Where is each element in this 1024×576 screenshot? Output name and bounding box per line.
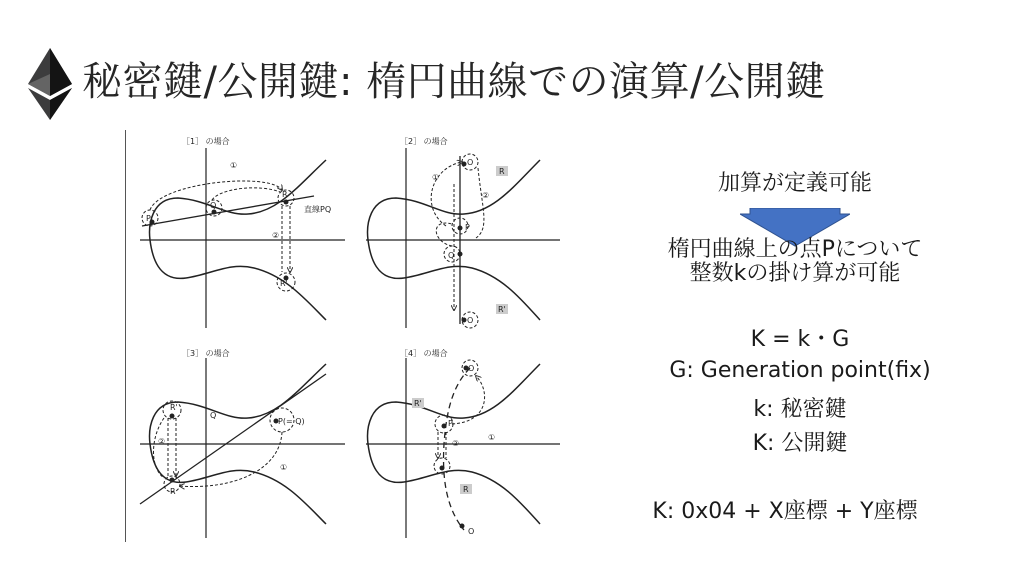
panel-2-point-q: Q (448, 251, 455, 260)
panel-2-label: ［2］ の場合 (400, 137, 448, 146)
panel-4-label: ［4］ の場合 (400, 349, 448, 358)
panel-1-point-p: P (146, 214, 151, 223)
panel-2-step1: ① (432, 173, 440, 182)
elliptic-curve-figure (130, 128, 570, 544)
slide-title: 秘密鍵/公開鍵: 楕円曲線での演算/公開鍵 (82, 59, 826, 105)
g-definition: G: Generation point(fix) (669, 358, 931, 383)
scalar-mult-line2: 整数kの掛け算が可能 (689, 261, 901, 286)
panel-3-label: ［3］ の場合 (182, 349, 230, 358)
panel-3-point-pq: P(= Q) (278, 417, 305, 426)
panel-1-point-rprime: R' (280, 279, 288, 288)
panel-3-step1: ① (280, 463, 288, 472)
k-definition: k: 秘密鍵 (753, 397, 847, 422)
panel-1-step1: ① (230, 161, 238, 170)
panel-2 (366, 148, 560, 328)
panel-3-point-rprime: R' (170, 403, 178, 412)
divider-line (125, 130, 126, 542)
panel-4-step1: ① (488, 433, 496, 442)
panel-2-point-o-bottom: O (467, 316, 474, 325)
panel-2-point-rprime: R' (498, 305, 506, 314)
panel-3 (140, 358, 345, 538)
formula-text: K = k・G (750, 327, 850, 352)
panel-4-step2: ② (452, 439, 460, 448)
panel-4-point-p: P (448, 419, 453, 428)
panel-1-label: ［1］ の場合 (182, 137, 230, 146)
panel-3-point-q: Q (210, 411, 217, 420)
panel-1-point-q: Q (210, 201, 217, 210)
panel-1-point-r: R (282, 190, 288, 199)
panel-2-point-p: P (465, 223, 470, 232)
panel-3-step2: ② (158, 437, 166, 446)
panel-4-point-rprime: R' (414, 399, 422, 408)
scalar-mult-line1: 楕円曲線上の点Pについて (667, 237, 923, 262)
panel-1-step2: ② (272, 231, 280, 240)
panel-3-point-r: R (170, 487, 176, 496)
panel-4-point-r: R (463, 485, 469, 494)
panel-1 (140, 148, 345, 328)
panel-2-point-o-top: O (467, 158, 474, 167)
pubkey-format-text: K: 0x04 + X座標 + Y座標 (652, 499, 918, 524)
ethereum-logo-icon (28, 48, 72, 120)
panel-4-point-o-bottom: O (468, 527, 475, 536)
K-definition: K: 公開鍵 (752, 431, 848, 456)
panel-2-step2: ② (482, 191, 490, 200)
panel-2-point-r: R (499, 167, 505, 176)
addition-defined-text: 加算が定義可能 (717, 171, 872, 196)
panel-4-point-o-top: O (468, 364, 475, 373)
panel-4 (366, 358, 560, 538)
panel-1-line-label: 直線PQ (304, 205, 332, 214)
